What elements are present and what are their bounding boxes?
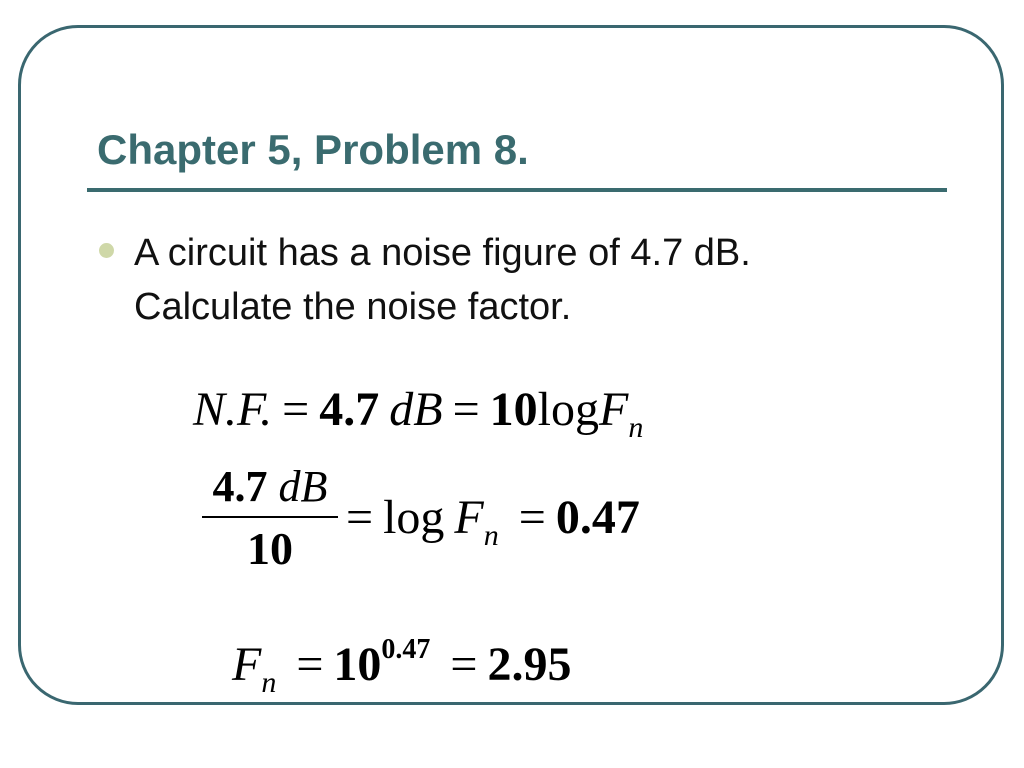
eq1-sub: n [628, 411, 644, 444]
eq2-sub: n [483, 519, 499, 552]
eq1-unit: dB [389, 383, 443, 436]
eq3-equals-b: = [450, 638, 478, 691]
eq2-num-value: 4.7 [212, 462, 268, 511]
eq2-denominator: 10 [247, 523, 293, 574]
eq1-equals-a: = [282, 383, 310, 436]
eq1-var: F [598, 383, 629, 436]
bullet-text [134, 226, 934, 334]
eq2-log: log [383, 491, 445, 544]
eq3-var: F [232, 638, 262, 691]
eq2-result: 0.47 [555, 491, 640, 544]
eq2-var: F [454, 491, 484, 544]
eq2-num-unit: dB [278, 462, 328, 511]
eq3-sub: n [261, 666, 277, 699]
eq3-base: 10 [333, 638, 382, 691]
eq2-equals-b: = [518, 491, 546, 544]
eq3-equals-a: = [296, 638, 324, 691]
eq3-result: 2.95 [487, 638, 572, 691]
bullet-icon [99, 243, 114, 258]
eq1-equals-b: = [452, 383, 480, 436]
eq2-equals-a: = [346, 491, 374, 544]
fraction-bar [202, 516, 338, 518]
eq3-exp: 0.47 [381, 634, 431, 665]
eq2-numerator [202, 462, 338, 512]
eq1-log: log [537, 383, 599, 436]
equation-2-fraction [202, 462, 338, 574]
slide-title: Chapter 5, Problem 8. [97, 126, 529, 173]
equation-2 [346, 488, 640, 566]
eq1-coef: 10 [489, 383, 538, 436]
bullet-line-2: Calculate the noise factor. [134, 286, 572, 328]
title-underline [87, 188, 947, 192]
eq1-lhs: N.F. [193, 383, 273, 436]
equation-3 [232, 620, 571, 713]
bullet-line-1: A circuit has a noise figure of 4.7 dB. [134, 232, 751, 274]
eq1-value: 4.7 [319, 383, 380, 436]
equation-1 [193, 380, 643, 458]
